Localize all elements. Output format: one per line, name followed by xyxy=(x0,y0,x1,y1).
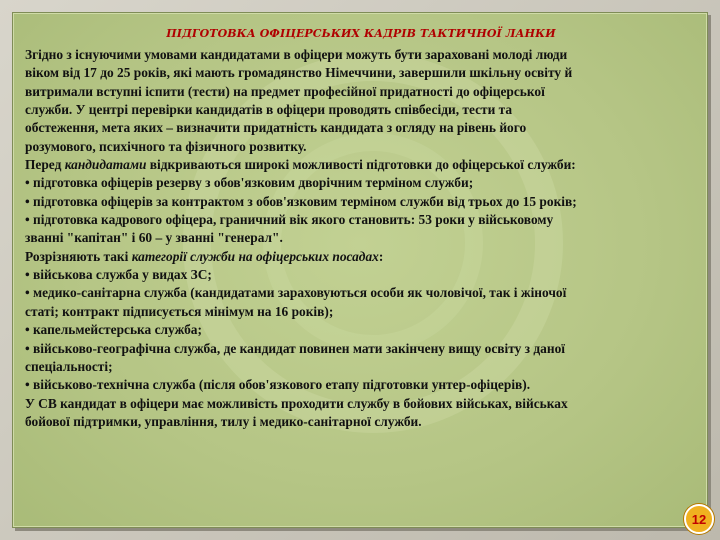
text-run: • військово-географічна служба, де кандидат повинен мати закінчену вищу освіту з даної xyxy=(25,340,566,356)
text-line xyxy=(25,413,705,431)
text-run: • військово-технічна служба (після обов'язкового етапу підготовки унтер-офіцерів). xyxy=(25,377,531,393)
text-run: служби. У центрі перевірки кандидатів в офіцери проводять співбесіди, тести та xyxy=(25,102,513,118)
text-run: Згідно з існуючими умовами кандидатами в офіцери можуть бути зараховані молоді люди xyxy=(25,47,568,62)
text-line xyxy=(25,64,705,82)
text-line xyxy=(25,229,705,247)
text-line xyxy=(25,119,705,137)
text-line xyxy=(25,395,705,413)
text-run: статі; контракт підписується мінімум на 16 років); xyxy=(25,303,334,319)
text-line xyxy=(25,358,705,376)
text-run: обстеження, мета яких – визначити придатність кандидата з огляду на рівень його xyxy=(25,120,527,136)
text-line xyxy=(25,340,705,358)
text-run: відкриваються широкі можливості підготовки до офіцерської служби: xyxy=(146,157,576,173)
text-run: • медико-санітарна служба (кандидатами зараховуються особи як чоловічої, так і жіночої xyxy=(25,285,567,301)
text-line xyxy=(25,193,705,211)
text-run: • підготовка офіцерів резерву з обов'язковим дворічним терміном служби; xyxy=(25,175,474,191)
text-run: • військова служба у видах ЗС; xyxy=(25,267,212,283)
text-line xyxy=(25,211,705,229)
text-line xyxy=(25,101,705,119)
slide-body-text xyxy=(25,46,705,431)
page-number-badge[interactable]: 12 xyxy=(684,504,714,534)
text-line xyxy=(25,248,705,266)
emphasized-text: кандидатами xyxy=(64,157,147,173)
text-run: спеціальності; xyxy=(25,358,113,374)
text-run: • підготовка офіцерів за контрактом з обов'язковим терміном служби від трьох до 15 років; xyxy=(25,193,577,209)
text-line xyxy=(25,46,705,64)
text-run: званні "капітан" і 60 – у званні "генерал". xyxy=(25,230,283,246)
text-line xyxy=(25,321,705,339)
text-run: розумового, психічного та фізичного розвитку. xyxy=(25,138,307,154)
text-line xyxy=(25,138,705,156)
text-line xyxy=(25,83,705,101)
text-line xyxy=(25,376,705,394)
content-panel xyxy=(12,12,708,528)
text-run: • підготовка кадрового офіцера, граничний вік якого становить: 53 роки у військовому xyxy=(25,212,554,228)
text-run: Перед xyxy=(25,157,65,173)
text-run: • капельмейстерська служба; xyxy=(25,322,202,338)
emphasized-text: категорії служби на офіцерських посадах xyxy=(131,248,379,264)
text-run: витримали вступні іспити (тести) на предмет професійної придатності до офіцерської xyxy=(25,83,545,99)
text-line xyxy=(25,156,705,174)
text-run: : xyxy=(378,248,384,264)
text-run: віком від 17 до 25 років, які мають громадянство Німеччини, завершили шкільну освіту й xyxy=(25,65,573,81)
text-line xyxy=(25,284,705,302)
text-run: бойової підтримки, управління, тилу і медико-санітарної служби. xyxy=(25,413,422,429)
text-line xyxy=(25,174,705,192)
text-run: Розрізняють такі xyxy=(25,248,132,264)
slide-title: ПІДГОТОВКА ОФІЦЕРСЬКИХ КАДРІВ ТАКТИЧНОЇ ЛАНКИ xyxy=(166,27,556,40)
text-run: У СВ кандидат в офіцери має можливість проходити службу в бойових військах, військах xyxy=(25,395,568,411)
text-line xyxy=(25,266,705,284)
text-line xyxy=(25,303,705,321)
